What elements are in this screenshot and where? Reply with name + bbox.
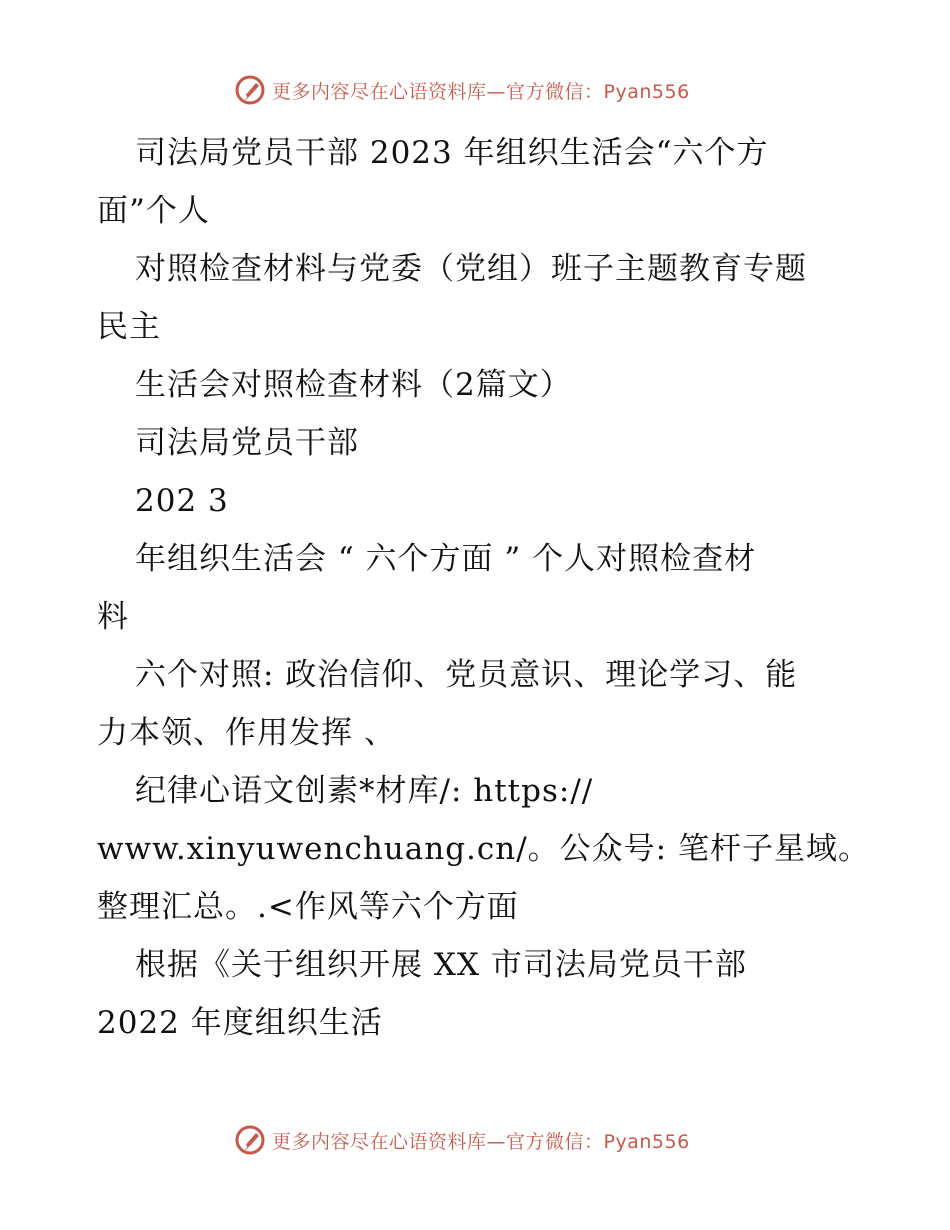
paragraph-line: 2022 年度组织生活 [97,1005,383,1041]
paragraph-line: 面”个人 [97,193,210,229]
paragraph-line: 力本领、作用发挥 、 [97,715,396,751]
document-body [97,124,870,1052]
watermark-text: 更多内容尽在心语资料库—官方微信：Pyan556 [272,80,690,103]
paragraph-line: 对照检查材料与党委（党组）班子主题教育专题 [135,251,807,287]
paragraph-line: 生活会对照检查材料（2篇文） [135,367,572,403]
paragraph-line: 料 [97,599,129,635]
footer-watermark-banner [234,1122,690,1158]
paragraph-line: 民主 [97,309,161,345]
paragraph-line: www.xinyuwenchuang.cn/。公众号: 笔杆子星域。 [97,831,870,867]
paragraph-line: 202 3 [135,483,229,519]
quill-pen-logo-icon [234,74,266,106]
quill-pen-logo-icon [234,1124,266,1156]
paragraph-line: 纪律心语文创素*材库/: https:// [135,773,594,809]
paragraph-line: 整理汇总。.<作风等六个方面 [97,889,519,925]
paragraph-line: 六个对照: 政治信仰、党员意识、理论学习、能 [135,657,798,693]
header-watermark-banner [234,72,690,108]
watermark-text: 更多内容尽在心语资料库—官方微信：Pyan556 [272,1130,690,1153]
paragraph-line: 司法局党员干部 [135,425,359,461]
paragraph-line: 根据《关于组织开展 XX 市司法局党员干部 [135,947,747,983]
paragraph-line: 年组织生活会 “ 六个方面 ” 个人对照检查材 [135,541,757,577]
paragraph-line: 司法局党员干部 2023 年组织生活会“六个方 [135,135,769,171]
